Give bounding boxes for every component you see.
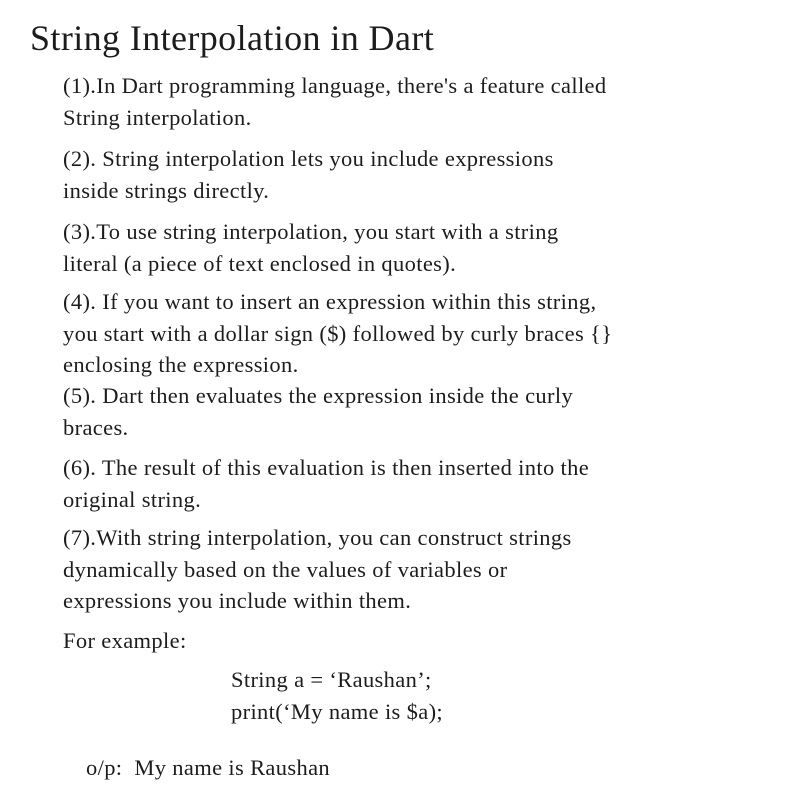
point-4-line-3: enclosing the expression. bbox=[63, 352, 299, 377]
output-value: My name is Raushan bbox=[134, 755, 331, 780]
point-4-line-1: (4). If you want to insert an expression within this string, bbox=[63, 289, 597, 314]
point-2-line-2: inside strings directly. bbox=[63, 177, 270, 203]
point-4 bbox=[63, 286, 753, 381]
point-1-line-1: (1).In Dart programming language, there's a feature called bbox=[63, 73, 607, 98]
point-3-line-1: (3).To use string interpolation, you start with a string bbox=[63, 219, 559, 244]
point-4-line-2: you start with a dollar sign ($) followed by curly braces {} bbox=[63, 320, 613, 346]
point-7 bbox=[63, 522, 753, 617]
point-6 bbox=[63, 452, 753, 515]
point-6-line-2: original string. bbox=[63, 486, 202, 512]
point-7-line-3: expressions you include within them. bbox=[63, 588, 412, 613]
code-example bbox=[231, 664, 443, 728]
point-5-line-2: braces. bbox=[63, 414, 129, 440]
point-7-line-1: (7).With string interpolation, you can construct strings bbox=[63, 525, 572, 550]
point-3-line-2: literal (a piece of text enclosed in quotes). bbox=[63, 250, 457, 276]
point-2-line-1: (2). String interpolation lets you include expressions bbox=[63, 146, 554, 171]
point-6-line-1: (6). The result of this evaluation is then inserted into the bbox=[63, 455, 590, 480]
code-line-1: String a = ‘Raushan’; bbox=[231, 667, 432, 692]
output-prefix: o/p: bbox=[86, 755, 123, 780]
point-5 bbox=[63, 380, 753, 443]
example-label bbox=[63, 625, 753, 657]
example-label-text: For example: bbox=[63, 628, 187, 653]
point-5-line-1: (5). Dart then evaluates the expression inside the curly bbox=[63, 383, 574, 408]
point-3 bbox=[63, 216, 753, 279]
point-1-line-2: String interpolation. bbox=[63, 104, 252, 130]
code-line-2: print(‘My name is $a); bbox=[231, 699, 444, 724]
point-1 bbox=[63, 70, 753, 133]
output-line bbox=[86, 752, 330, 784]
point-2 bbox=[63, 143, 753, 206]
page-title: String Interpolation in Dart bbox=[30, 18, 435, 58]
point-7-line-2: dynamically based on the values of variables or bbox=[63, 556, 508, 582]
